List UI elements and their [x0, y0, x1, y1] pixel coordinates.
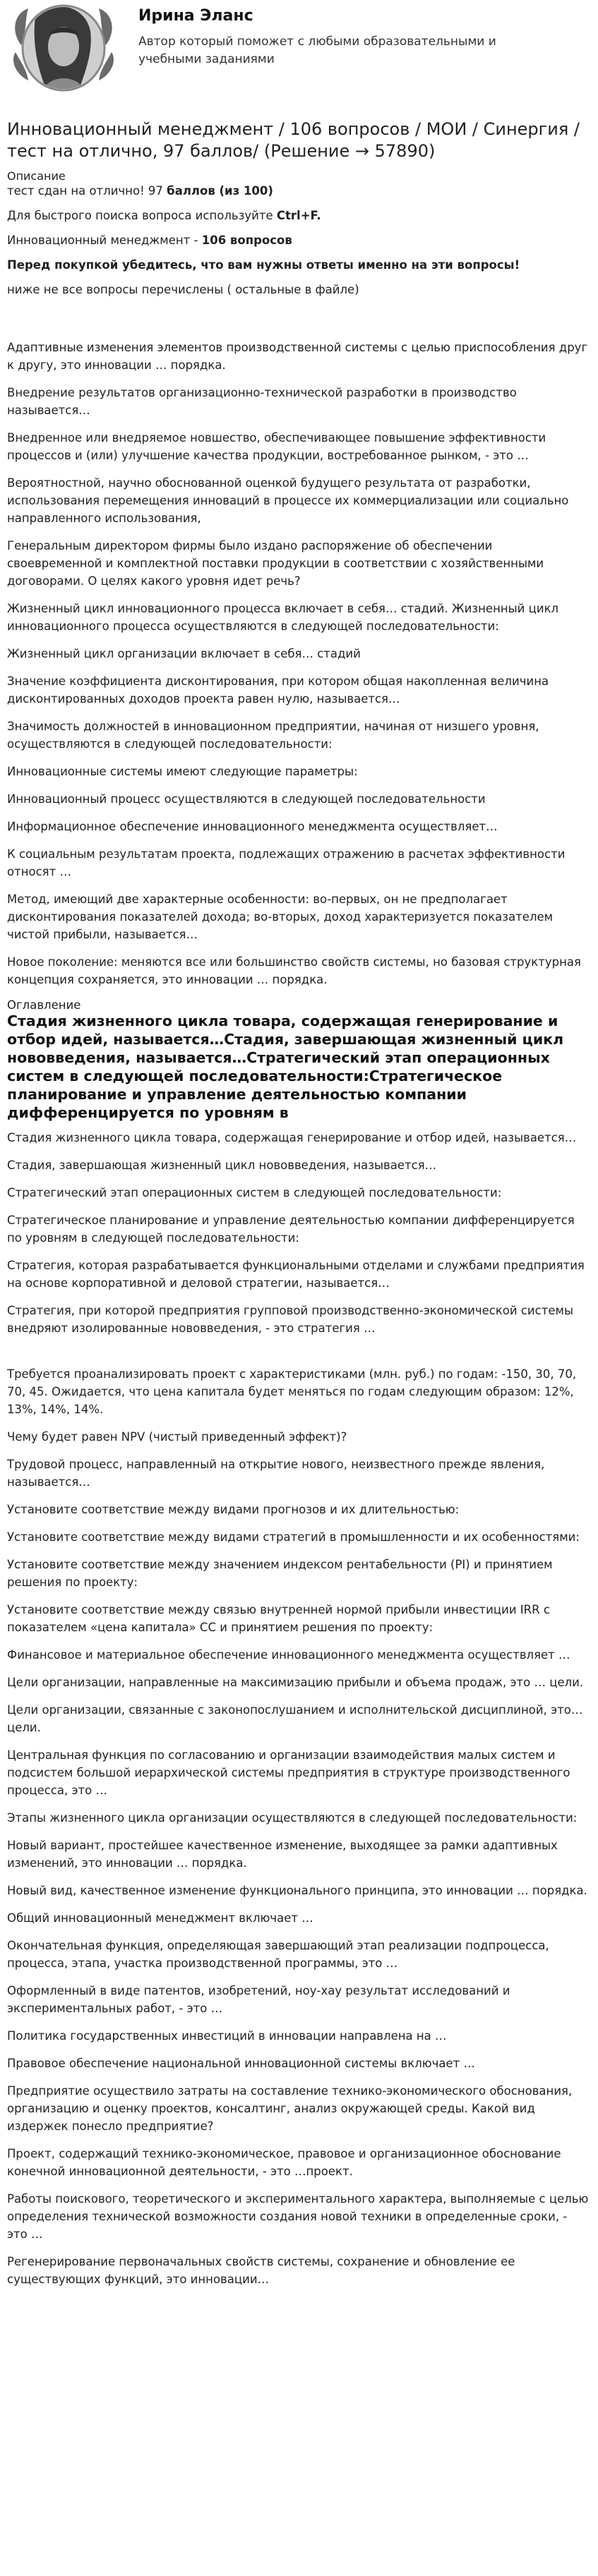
question-item: Установите соответствие между видами стратегий в промышленности и их особенностями: [7, 1530, 580, 1544]
search-shortcut: Ctrl+F. [276, 209, 321, 222]
search-prefix: Для быстрого поиска вопроса используйте [7, 209, 277, 222]
question-item: Генеральным директором фирмы было издано распоряжение об обеспечении своевременной и комплектной поставки продукции в соответствии с хозяйственными договорами. О целях какого уровня идет речь? [7, 539, 544, 588]
question-list-2 [0, 1129, 598, 1337]
search-hint [0, 207, 598, 224]
question-item: Предприятие осуществило затраты на составление технико-экономического обоснования, организацию и оценку проектов, консалтинг, анализ окружающей среды. Какой вид издержек понесло предприятие? [7, 2084, 573, 2133]
intro-section [0, 183, 598, 298]
question-item: Установите соответствие между значением индексом рентабельности (PI) и принятием решения по проекту: [7, 1558, 553, 1589]
question-item: Новое поколение: меняются все или большинство свойств системы, но базовая структурная концепция сохраняется, это инновации … порядка. [7, 955, 581, 986]
question-item: К социальным результатам проекта, подлежащих отражению в расчетах эффективности относят … [7, 847, 566, 878]
question-item: Инновационный процесс осуществляются в следующей последовательности [7, 792, 486, 806]
question-item: Цели организации, направленные на максимизацию прибыли и объема продаж, это … цели. [7, 1676, 584, 1689]
warning-text: Перед покупкой убедитесь, что вам нужны ответы именно на эти вопросы! [7, 258, 520, 272]
question-item: Правовое обеспечение национальной инновационной системы включает … [7, 2057, 475, 2070]
question-item: Регенерирование первоначальных свойств системы, сохранение и обновление ее существующих функций, это инновации… [7, 2255, 515, 2286]
author-card [0, 0, 598, 109]
question-item: Цели организации, связанные с законопослушанием и исполнительской дисциплиной, это… цели. [7, 1703, 583, 1734]
count-bold: 106 вопросов [201, 234, 292, 247]
question-item: Метод, имеющий две характерные особенности: во-первых, он не предполагает дисконтирования показателей дохода; во-вторых, доход характеризуется показателем чистой прибыли, называется… [7, 893, 554, 941]
question-item: Жизненный цикл организации включает в себя… стадий [7, 647, 361, 660]
question-item: Политика государственных инвестиций в инновации направлена на … [7, 2029, 447, 2043]
author-description: Автор который поможет с любыми образовательными и учебными заданиями [138, 35, 496, 66]
question-item: Адаптивные изменения элементов производственной системы с целью приспособления друг к другу, это инновации … порядка. [7, 341, 588, 372]
question-item: Новый вариант, простейшее качественное изменение, выходящее за рамки адаптивных изменений, это инновации … порядка. [7, 1839, 558, 1870]
question-item: Установите соответствие между связью внутренней нормой прибыли инвестиции IRR с показателем «цена капитала» СС и принятием решения по проекту: [7, 1603, 550, 1634]
question-item: Чему будет равен NPV (чистый приведенный эффект)? [7, 1430, 347, 1444]
score-bold: баллов (из 100) [167, 184, 273, 198]
question-item: Стратегическое планирование и управление деятельностью компании дифференцируется по уровням в следующей последовательности: [7, 1214, 575, 1245]
author-name[interactable]: Ирина Эланс [138, 7, 253, 25]
question-item: Трудовой процесс, направленный на открытие нового, неизвестного прежде явления, называется… [7, 1458, 545, 1489]
question-item: Стадия жизненного цикла товара, содержащая генерирование и отбор идей, называется… [7, 1131, 577, 1144]
question-item: Внедрение результатов организационно-технической разработки в производство называется… [7, 386, 517, 417]
question-item: Значимость должностей в инновационном предприятии, начиная от низшего уровня, осуществляются в следующей последовательности: [7, 720, 539, 751]
note-text: ниже не все вопросы перечислены ( остальные в файле) [7, 283, 359, 296]
question-item: Значение коэффициента дисконтирования, при котором общая накопленная величина дисконтированных доходов проекта равен нулю, называется… [7, 675, 549, 706]
author-avatar[interactable] [7, 3, 120, 93]
question-item: Этапы жизненного цикла организации осуществляются в следующей последовательности: [7, 1811, 578, 1825]
author-info [138, 3, 562, 68]
score-line [0, 183, 598, 199]
toc-title[interactable]: Стадия жизненного цикла товара, содержащая генерирование и отбор идей, называется…Стадия, завершающая жизненный цикл нововведения, называется…Стратегический этап операционных систем в следующей последовательности:Стратегическое планирование и управление деятельностью компании дифференцируется по уровням в [7, 1012, 564, 1121]
question-item: Оформленный в виде патентов, изобретений, ноу-хау результат исследований и экспериментальных работ, - это … [7, 1984, 510, 2015]
section-gap [0, 1347, 598, 1365]
question-item: Вероятностной, научно обоснованной оценкой будущего результата от разработки, использования перемещения инноваций в процессе их коммерциализации или социально направленного использования, [7, 476, 569, 525]
question-item: Центральная функция по согласованию и организации взаимодействия малых систем и подсистем большой иерархической системы предприятия в структуре производственного процесса, это … [7, 1748, 570, 1797]
question-item: Информационное обеспечение инновационного менеджмента осуществляет… [7, 820, 498, 833]
question-item: Стратегия, при которой предприятия групповой производственно-экономической системы внедряют изолированные нововведения, - это стратегия … [7, 1304, 573, 1335]
question-list-1 [0, 339, 598, 988]
question-item: Проект, содержащий технико-экономическое, правовое и организационное обоснование конечной инновационной деятельности, - это …проект. [7, 2147, 561, 2178]
count-prefix: Инновационный менеджмент - [7, 234, 202, 247]
score-prefix: тест сдан на отлично! 97 [7, 184, 167, 198]
count-line [0, 232, 598, 248]
question-item: Новый вид, качественное изменение функционального принципа, это инновации … порядка. [7, 1884, 587, 1897]
question-item: Общий инновационный менеджмент включает … [7, 1911, 313, 1925]
question-item: Финансовое и материальное обеспечение инновационного менеджмента осуществляет … [7, 1648, 570, 1662]
toc-heading: Оглавление [7, 998, 81, 1012]
table-of-contents [0, 998, 598, 1122]
question-item: Окончательная функция, определяющая завершающий этап реализации подпроцесса, процесса, этапа, участка производственной программы, это … [7, 1939, 549, 1970]
question-list-3 [0, 1365, 598, 2288]
question-item: Стратегия, которая разрабатывается функциональными отделами и службами предприятия на основе корпоративной и деловой стратегии, называется… [7, 1259, 585, 1290]
question-item: Установите соответствие между видами прогнозов и их длительностью: [7, 1503, 460, 1516]
description-heading: Описание [7, 169, 66, 183]
question-item: Жизненный цикл инновационного процесса включает в себя… стадий. Жизненный цикл инновационного процесса осуществляются в следующей последовательности: [7, 602, 559, 633]
question-item: Требуется проанализировать проект с характеристиками (млн. руб.) по годам: -150, 30, 70, 70, 45. Ожидается, что цена капитала будет меняться по годам следующим образом: 12%, 13%, 14%, 14%. [7, 1367, 577, 1416]
question-item: Работы поискового, теоретического и экспериментального характера, выполняемые с целью определения технической возможности создания новой техники в определенные сроки, - это … [7, 2192, 589, 2241]
page-title: Инновационный менеджмент / 106 вопросов / МОИ / Синергия / тест на отлично, 97 баллов/ (Решение → 57890) [7, 119, 580, 161]
question-item: Внедренное или внедряемое новшество, обеспечивающее повышение эффективности процессов и (или) улучшение качества продукции, востребованное рынком, - это … [7, 431, 546, 462]
question-item: Стратегический этап операционных систем в следующей последовательности: [7, 1186, 502, 1199]
spacer [0, 306, 598, 339]
question-item: Стадия, завершающая жизненный цикл нововведения, называется… [7, 1159, 437, 1172]
question-item: Инновационные системы имеют следующие параметры: [7, 765, 358, 778]
